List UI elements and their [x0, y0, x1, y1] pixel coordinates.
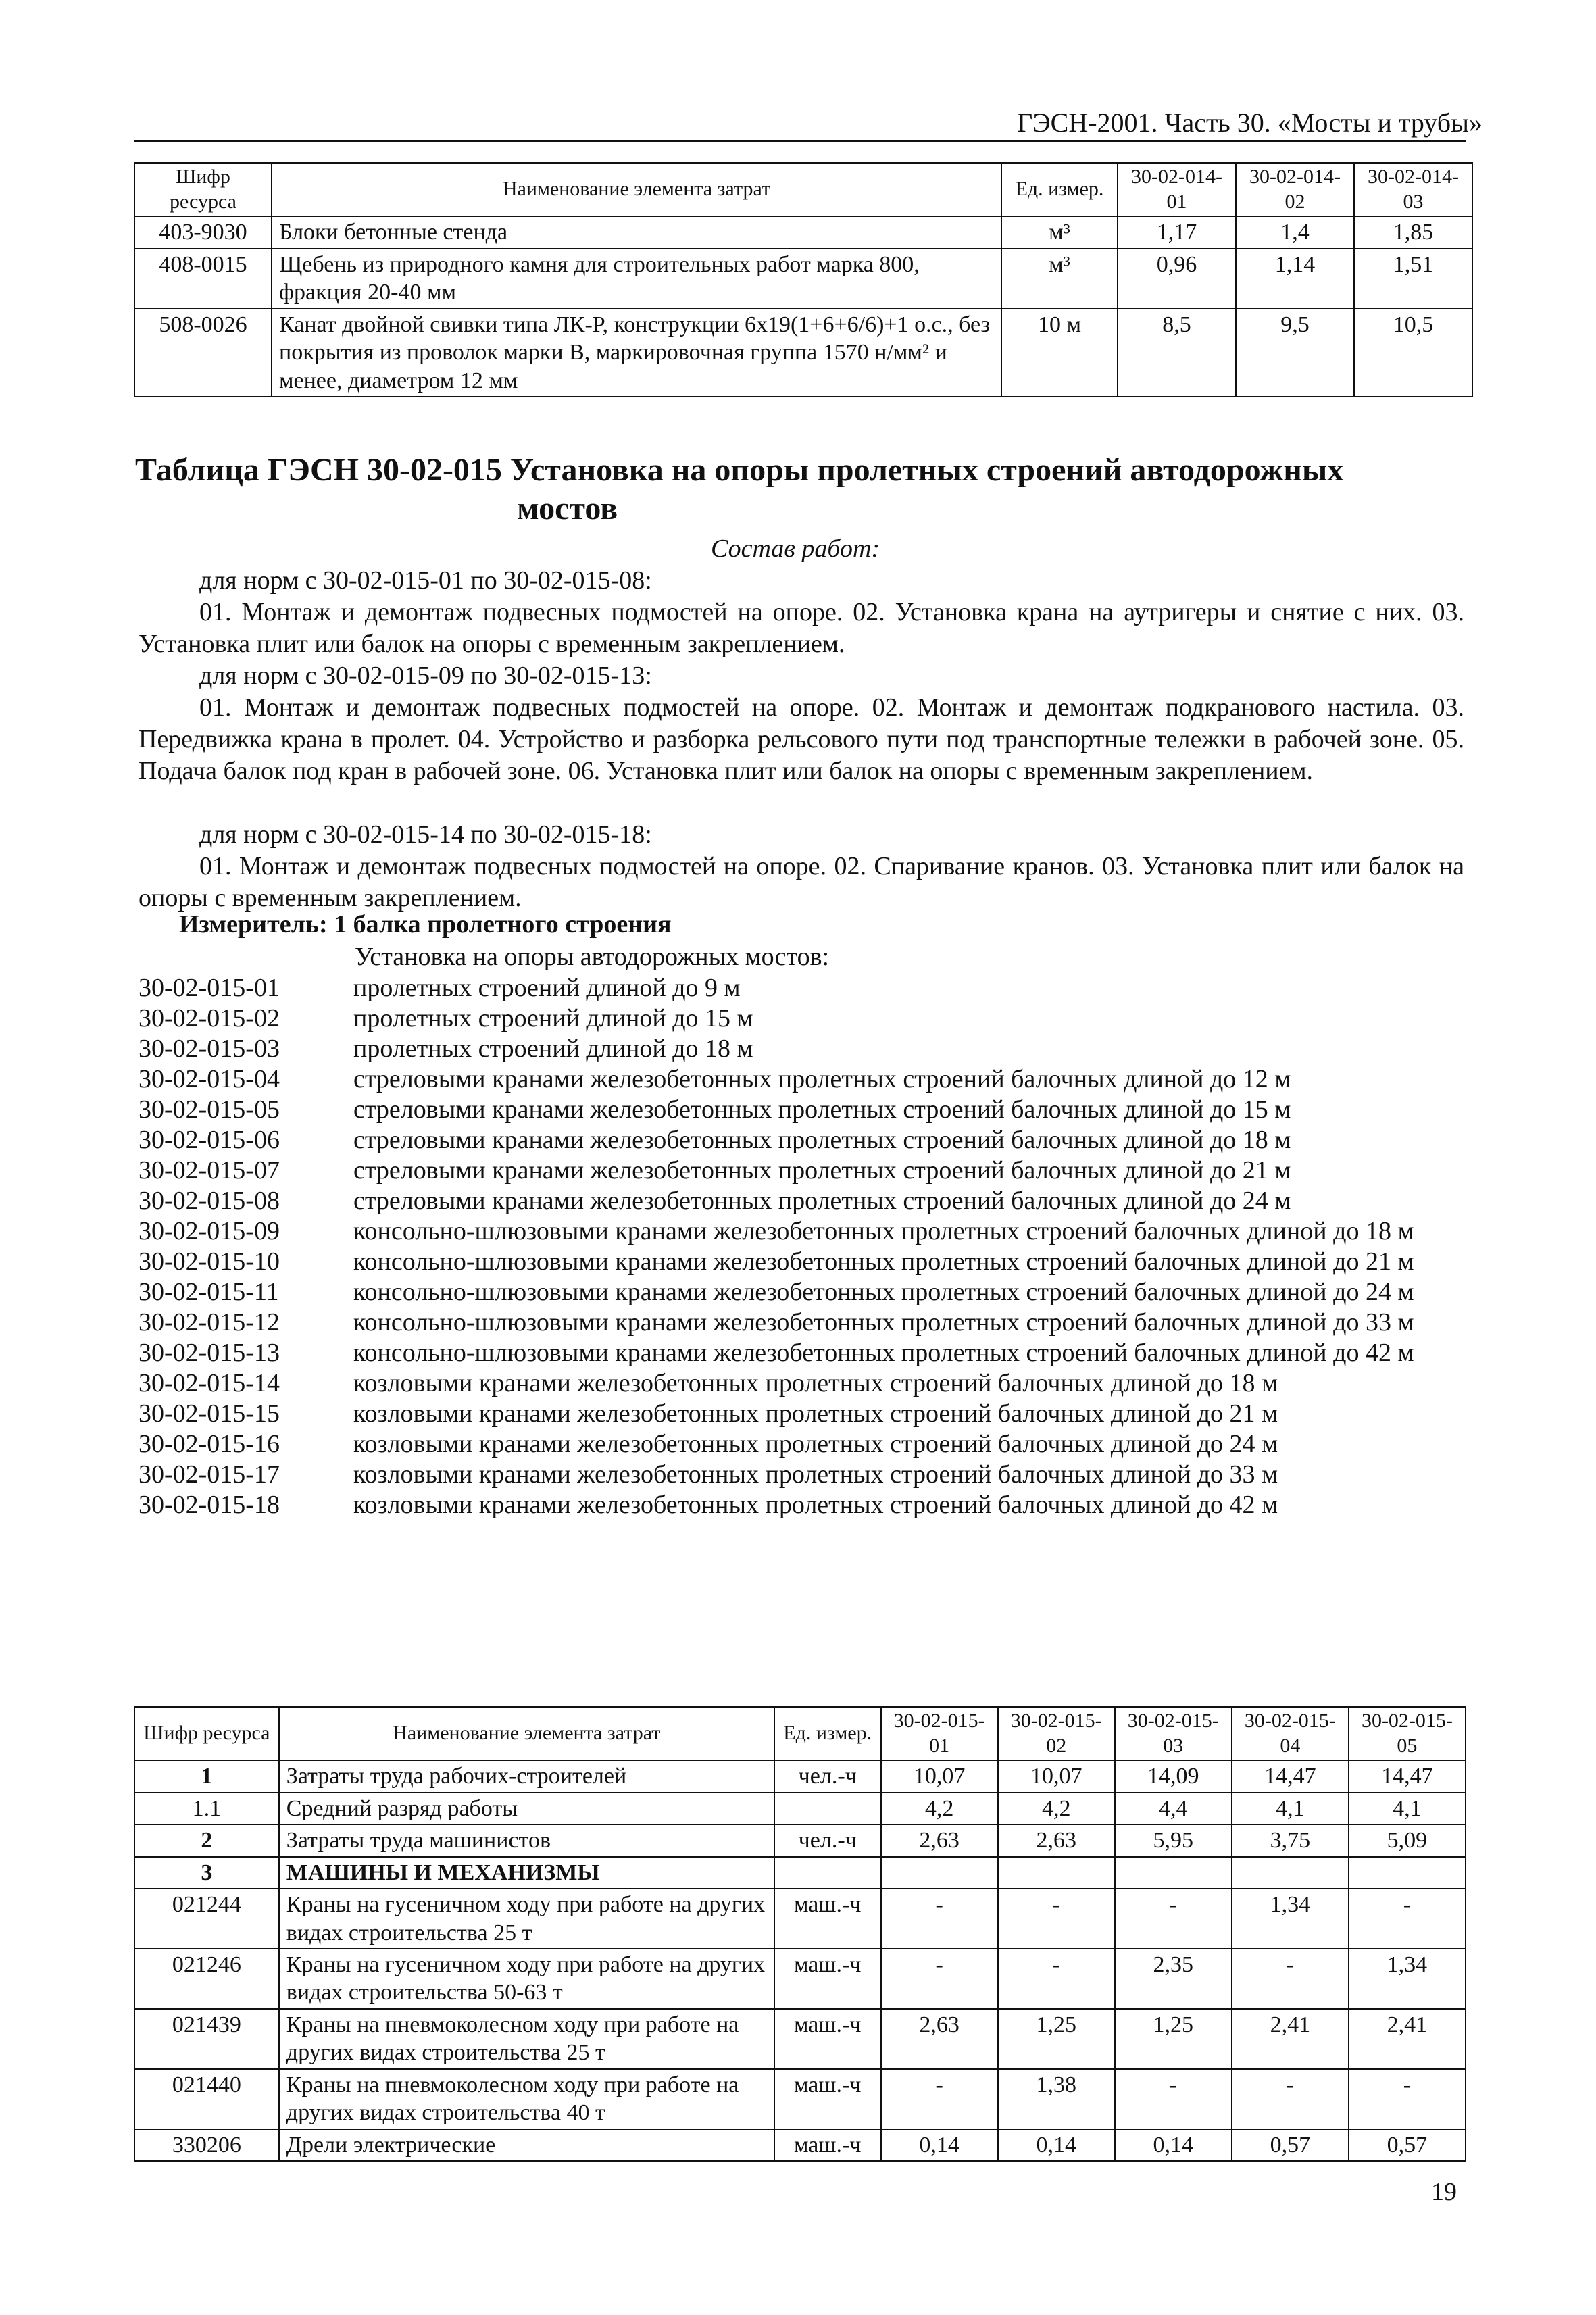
resource-code: 021246 [134, 1949, 279, 2009]
install-heading: Установка на опоры автодорожных мостов: [355, 943, 830, 971]
resource-value: 8,5 [1118, 309, 1236, 397]
norm-range-label: для норм с 30-02-015-09 по 30-02-015-13: [199, 662, 652, 690]
resource-code: 408-0015 [134, 249, 272, 309]
resource-unit: маш.-ч [774, 2009, 881, 2069]
list-item [139, 1064, 1470, 1095]
table-title-line: мостов [517, 490, 618, 526]
norm-code: 30-02-015-16 [139, 1430, 280, 1458]
table-row [134, 1889, 1466, 1949]
resource-value: - [1349, 1889, 1466, 1949]
resource-code: 2 [134, 1824, 279, 1856]
resource-value: - [881, 2069, 998, 2129]
resource-name: Краны на гусеничном ходу при работе на других видах строительства 50-63 т [279, 1949, 774, 2009]
resource-name: Средний разряд работы [279, 1793, 774, 1824]
col-header-norm: 30-02-015-05 [1349, 1707, 1466, 1760]
resource-value: 10,07 [998, 1760, 1115, 1792]
list-item [139, 1399, 1470, 1429]
norm-description: козловыми кранами железобетонных пролетных строений балочных длиной до 33 м [353, 1460, 1278, 1489]
norm-description: стреловыми кранами железобетонных пролетных строений балочных длиной до 24 м [353, 1187, 1291, 1215]
resource-value: 10,07 [881, 1760, 998, 1792]
col-header-norm: 30-02-015-02 [998, 1707, 1115, 1760]
norm-code: 30-02-015-03 [139, 1035, 280, 1063]
resource-code: 021244 [134, 1889, 279, 1949]
norm-code: 30-02-015-10 [139, 1247, 280, 1276]
resource-name: Затраты труда рабочих-строителей [279, 1760, 774, 1792]
norm-description: консольно-шлюзовыми кранами железобетонных пролетных строений балочных длиной до 33 м [353, 1308, 1414, 1337]
table-row [134, 1824, 1466, 1856]
list-item [139, 1490, 1470, 1520]
resource-unit: м³ [1001, 216, 1118, 248]
resource-name: Краны на пневмоколесном ходу при работе на других видах строительства 40 т [279, 2069, 774, 2129]
norm-code: 30-02-015-02 [139, 1004, 280, 1032]
list-item [139, 1368, 1470, 1399]
resource-value: 2,63 [881, 2009, 998, 2069]
header-divider [134, 140, 1466, 142]
resource-name: Канат двойной свивки типа ЛК-Р, конструкции 6х19(1+6+6/6)+1 о.с., без покрытия из проволок марки В, маркировочная группа 1570 н/мм² и менее, диаметром 12 мм [272, 309, 1001, 397]
resource-value: 4,2 [881, 1793, 998, 1824]
resource-unit [774, 1793, 881, 1824]
resource-code: 021440 [134, 2069, 279, 2129]
table-row [134, 2009, 1466, 2069]
resource-value: 1,14 [1236, 249, 1354, 309]
resource-value: 2,35 [1115, 1949, 1232, 2009]
resource-unit [774, 1857, 881, 1889]
table-row [134, 309, 1472, 397]
table-row [134, 2129, 1466, 2161]
norm-description: стреловыми кранами железобетонных пролетных строений балочных длиной до 12 м [353, 1065, 1291, 1093]
norm-description: козловыми кранами железобетонных пролетных строений балочных длиной до 18 м [353, 1369, 1278, 1397]
norm-description: консольно-шлюзовыми кранами железобетонных пролетных строений балочных длиной до 21 м [353, 1247, 1414, 1276]
resource-value: - [1232, 1949, 1349, 2009]
norm-code: 30-02-015-07 [139, 1156, 280, 1185]
norm-range-label: для норм с 30-02-015-01 по 30-02-015-08: [199, 566, 652, 595]
norm-description: консольно-шлюзовыми кранами железобетонных пролетных строений балочных длиной до 42 м [353, 1339, 1414, 1367]
composition-text: 01. Монтаж и демонтаж подвесных подмостей на опоре. 02. Установка крана на аутригеры и снятие с них. 03. Установка плит или балок на опоры с временным закреплением. [139, 598, 1464, 658]
resource-value: - [998, 1949, 1115, 2009]
list-item [139, 1125, 1470, 1155]
col-header-norm: 30-02-014-02 [1236, 163, 1354, 216]
resource-code: 1.1 [134, 1793, 279, 1824]
resource-code: 021439 [134, 2009, 279, 2069]
measure-unit: Измеритель: 1 балка пролетного строения [179, 910, 672, 939]
norm-code: 30-02-015-18 [139, 1491, 280, 1519]
norm-description: стреловыми кранами железобетонных пролетных строений балочных длиной до 21 м [353, 1156, 1291, 1185]
list-item [139, 1216, 1470, 1247]
composition-text: 01. Монтаж и демонтаж подвесных подмостей на опоре. 02. Спаривание кранов. 03. Установка плит или балок на опоры с временным закреплением. [139, 852, 1464, 912]
resource-table-014 [134, 162, 1473, 397]
list-item [139, 1460, 1470, 1490]
norm-description: пролетных строений длиной до 18 м [353, 1035, 753, 1063]
table-row [134, 2069, 1466, 2129]
table-row [134, 216, 1472, 248]
table-row [134, 249, 1472, 309]
resource-code: 1 [134, 1760, 279, 1792]
resource-value: 14,47 [1349, 1760, 1466, 1792]
norm-code: 30-02-015-14 [139, 1369, 280, 1397]
list-item [139, 1155, 1470, 1186]
list-item [139, 1247, 1470, 1277]
norm-description: стреловыми кранами железобетонных пролетных строений балочных длиной до 15 м [353, 1095, 1291, 1124]
page-number: 19 [1431, 2178, 1457, 2206]
resource-code: 508-0026 [134, 309, 272, 397]
resource-value: 14,47 [1232, 1760, 1349, 1792]
norm-description: стреловыми кранами железобетонных пролетных строений балочных длиной до 18 м [353, 1126, 1291, 1154]
resource-value [1232, 1857, 1349, 1889]
norm-code: 30-02-015-09 [139, 1217, 280, 1245]
table-row [134, 1793, 1466, 1824]
resource-value: 9,5 [1236, 309, 1354, 397]
resource-value: 14,09 [1115, 1760, 1232, 1792]
resource-value: 0,57 [1349, 2129, 1466, 2161]
col-header-code: Шифр ресурса [134, 163, 272, 216]
norm-description: пролетных строений длиной до 15 м [353, 1004, 753, 1032]
norm-description: козловыми кранами железобетонных пролетных строений балочных длиной до 21 м [353, 1399, 1278, 1428]
resource-unit: чел.-ч [774, 1760, 881, 1792]
resource-unit: маш.-ч [774, 2069, 881, 2129]
norm-code: 30-02-015-12 [139, 1308, 280, 1337]
section-name: МАШИНЫ И МЕХАНИЗМЫ [279, 1857, 774, 1889]
resource-value: 1,38 [998, 2069, 1115, 2129]
resource-value: 2,63 [998, 1824, 1115, 1856]
composition-text: 01. Монтаж и демонтаж подвесных подмостей на опоре. 02. Монтаж и демонтаж подкранового настила. 03. Передвижка крана в пролет. 04. Устройство и разборка рельсового пути под транспортные тележки в рабочей зоне. 05. Подача балок под кран в рабочей зоне. 06. Установка плит или балок на опоры с временным закреплением. [139, 693, 1464, 785]
resource-value: 4,1 [1349, 1793, 1466, 1824]
resource-value: 4,4 [1115, 1793, 1232, 1824]
resource-value: 2,41 [1349, 2009, 1466, 2069]
list-item [139, 1186, 1470, 1216]
resource-code: 330206 [134, 2129, 279, 2161]
resource-value: 4,2 [998, 1793, 1115, 1824]
resource-value: 1,51 [1354, 249, 1472, 309]
col-header-code: Шифр ресурса [134, 1707, 279, 1760]
composition-heading: Состав работ: [711, 534, 880, 563]
resource-value: 1,85 [1354, 216, 1472, 248]
resource-value [1115, 1857, 1232, 1889]
resource-table-015 [134, 1706, 1466, 2162]
resource-unit: маш.-ч [774, 1889, 881, 1949]
norm-code: 30-02-015-05 [139, 1095, 280, 1124]
resource-value: - [1115, 2069, 1232, 2129]
col-header-norm: 30-02-014-01 [1118, 163, 1236, 216]
resource-value [1349, 1857, 1466, 1889]
col-header-norm: 30-02-015-03 [1115, 1707, 1232, 1760]
list-item [139, 1429, 1470, 1460]
resource-unit: 10 м [1001, 309, 1118, 397]
norm-description: козловыми кранами железобетонных пролетных строений балочных длиной до 42 м [353, 1491, 1278, 1519]
resource-value: 0,96 [1118, 249, 1236, 309]
resource-name: Щебень из природного камня для строительных работ марка 800, фракция 20-40 мм [272, 249, 1001, 309]
resource-value: - [1349, 2069, 1466, 2129]
table-row [134, 1760, 1466, 1792]
norm-description: консольно-шлюзовыми кранами железобетонных пролетных строений балочных длиной до 24 м [353, 1278, 1414, 1306]
list-item [139, 1034, 1470, 1064]
col-header-unit: Ед. измер. [774, 1707, 881, 1760]
resource-value: 4,1 [1232, 1793, 1349, 1824]
norm-code: 30-02-015-01 [139, 974, 280, 1002]
resource-value: 1,25 [998, 2009, 1115, 2069]
resource-name: Дрели электрические [279, 2129, 774, 2161]
resource-name: Затраты труда машинистов [279, 1824, 774, 1856]
norm-description: козловыми кранами железобетонных пролетных строений балочных длиной до 24 м [353, 1430, 1278, 1458]
resource-value: 0,14 [881, 2129, 998, 2161]
resource-value: 2,63 [881, 1824, 998, 1856]
col-header-name: Наименование элемента затрат [272, 163, 1001, 216]
norm-description: пролетных строений длиной до 9 м [353, 974, 741, 1002]
resource-unit: чел.-ч [774, 1824, 881, 1856]
page-header: ГЭСН-2001. Часть 30. «Мосты и трубы» [1017, 107, 1482, 138]
resource-value: 1,25 [1115, 2009, 1232, 2069]
norm-code: 30-02-015-04 [139, 1065, 280, 1093]
col-header-name: Наименование элемента затрат [279, 1707, 774, 1760]
norm-code: 30-02-015-13 [139, 1339, 280, 1367]
resource-value: - [881, 1889, 998, 1949]
norm-description: консольно-шлюзовыми кранами железобетонных пролетных строений балочных длиной до 18 м [353, 1217, 1414, 1245]
col-header-norm: 30-02-015-01 [881, 1707, 998, 1760]
resource-value: 0,14 [998, 2129, 1115, 2161]
resource-value: 5,95 [1115, 1824, 1232, 1856]
resource-value: 1,17 [1118, 216, 1236, 248]
list-item [139, 1277, 1470, 1308]
resource-name: Краны на гусеничном ходу при работе на других видах строительства 25 т [279, 1889, 774, 1949]
list-item [139, 1095, 1470, 1125]
col-header-norm: 30-02-014-03 [1354, 163, 1472, 216]
resource-value: 1,34 [1349, 1949, 1466, 2009]
list-item [139, 1338, 1470, 1368]
list-item [139, 1308, 1470, 1338]
resource-value: 10,5 [1354, 309, 1472, 397]
resource-unit: маш.-ч [774, 2129, 881, 2161]
resource-code: 403-9030 [134, 216, 272, 248]
norm-code: 30-02-015-11 [139, 1278, 279, 1306]
resource-value: 1,4 [1236, 216, 1354, 248]
table-row [134, 1949, 1466, 2009]
resource-value [881, 1857, 998, 1889]
table-title-line: Таблица ГЭСН 30-02-015 Установка на опоры пролетных строений автодорожных [135, 452, 1344, 488]
resource-value: 0,57 [1232, 2129, 1349, 2161]
table-row [134, 1857, 1466, 1889]
norm-code: 30-02-015-15 [139, 1399, 280, 1428]
table-header-row [134, 1707, 1466, 1760]
norm-code: 30-02-015-08 [139, 1187, 280, 1215]
resource-value: - [1115, 1889, 1232, 1949]
resource-name: Краны на пневмоколесном ходу при работе на других видах строительства 25 т [279, 2009, 774, 2069]
resource-name: Блоки бетонные стенда [272, 216, 1001, 248]
resource-value: 2,41 [1232, 2009, 1349, 2069]
list-item [139, 1003, 1470, 1034]
resource-unit: м³ [1001, 249, 1118, 309]
norm-code: 30-02-015-06 [139, 1126, 280, 1154]
resource-code: 3 [134, 1857, 279, 1889]
resource-value: - [1232, 2069, 1349, 2129]
table-title [135, 451, 1460, 528]
resource-unit: маш.-ч [774, 1949, 881, 2009]
table-header-row [134, 163, 1472, 216]
resource-value [998, 1857, 1115, 1889]
norm-range-label: для норм с 30-02-015-14 по 30-02-015-18: [199, 820, 652, 849]
col-header-unit: Ед. измер. [1001, 163, 1118, 216]
norm-code: 30-02-015-17 [139, 1460, 280, 1489]
list-item [139, 973, 1470, 1003]
norm-list [139, 973, 1470, 1520]
resource-value: - [998, 1889, 1115, 1949]
resource-value: 3,75 [1232, 1824, 1349, 1856]
col-header-norm: 30-02-015-04 [1232, 1707, 1349, 1760]
resource-value: - [881, 1949, 998, 2009]
resource-value: 1,34 [1232, 1889, 1349, 1949]
resource-value: 5,09 [1349, 1824, 1466, 1856]
resource-value: 0,14 [1115, 2129, 1232, 2161]
